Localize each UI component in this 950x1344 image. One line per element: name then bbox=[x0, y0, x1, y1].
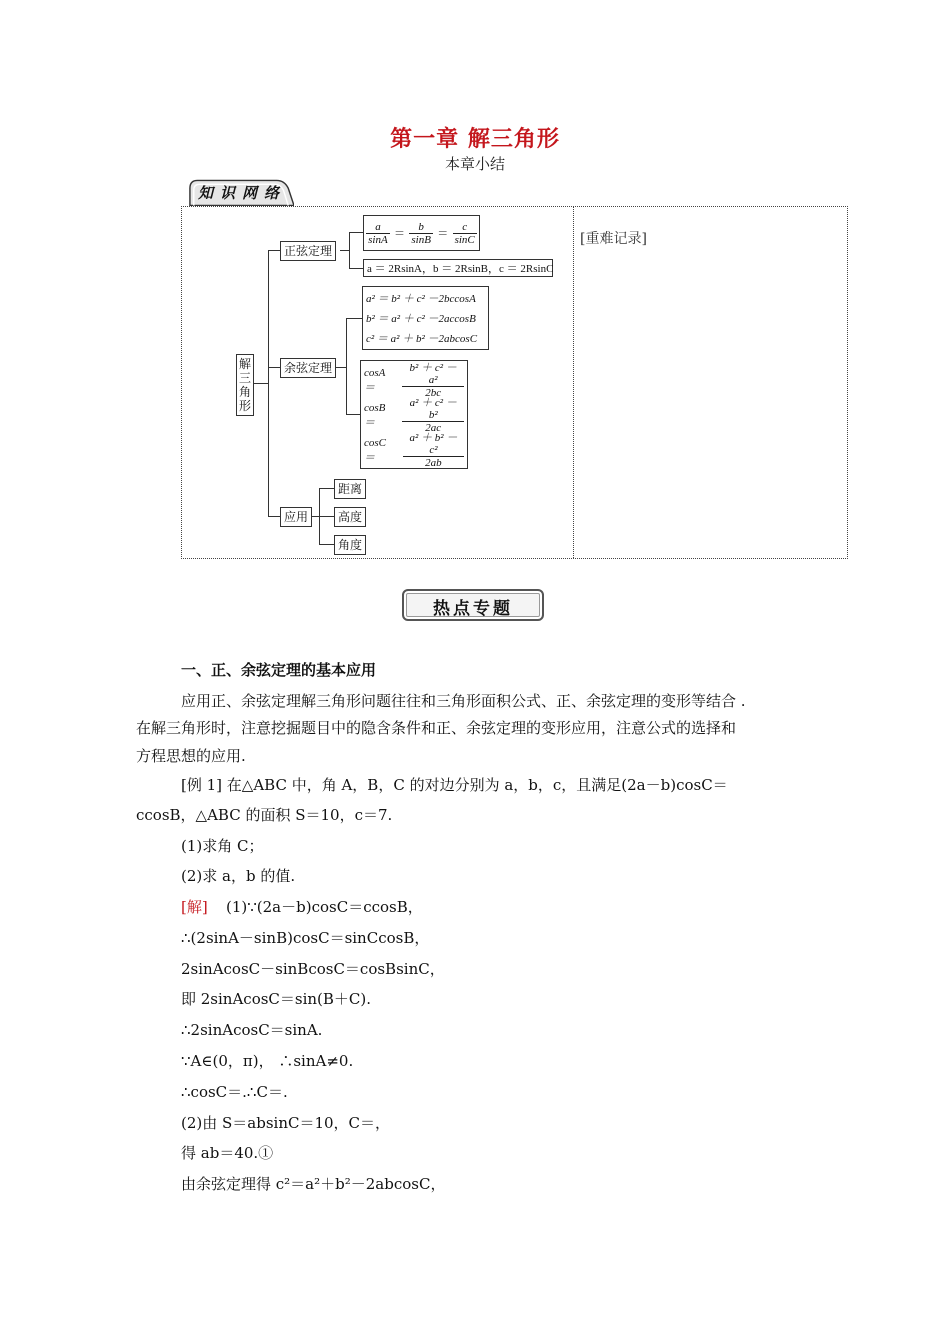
solution-line-4: 即 2sinAcosC＝sin(B＋C). bbox=[181, 990, 372, 1008]
cos-frac-c: cosC ＝ $\frac{\text{a² ＋ b² － c²}}{2ab}$ bbox=[364, 433, 464, 468]
tree-connector bbox=[252, 383, 268, 384]
example-line-2: ccosB，△ABC 的面积 S＝10，c＝7. bbox=[136, 806, 393, 824]
node-sine-law: 正弦定理 bbox=[280, 241, 336, 261]
cos-fork-bottom bbox=[346, 414, 360, 415]
solution-line-9: 得 ab＝40.① bbox=[181, 1144, 274, 1162]
app-fork-3 bbox=[319, 544, 334, 545]
sine-fork-bottom bbox=[349, 268, 363, 269]
cosine-law-formulas bbox=[362, 286, 489, 350]
solution-line-8: (2)由 S＝absinC＝10，C＝， bbox=[181, 1114, 391, 1132]
notes-label: [重难记录] bbox=[580, 231, 647, 247]
sine-connector bbox=[340, 250, 349, 251]
node-application: 应用 bbox=[280, 507, 312, 527]
cos-law-c: c² ＝ a² ＋ b² －2abcosC bbox=[366, 333, 478, 345]
cos-law-b: b² ＝ a² ＋ c² －2accosB bbox=[366, 313, 476, 325]
sine-2r-formula: a ＝ 2RsinA，b ＝ 2RsinB，c ＝ 2RsinC bbox=[363, 259, 553, 277]
app-connector bbox=[311, 516, 319, 517]
frame-divider bbox=[573, 207, 574, 558]
cosine-fraction-formulas bbox=[360, 360, 468, 469]
tree-trunk bbox=[268, 250, 269, 516]
solution-line-5: ∴2sinAcosC＝sinA. bbox=[181, 1021, 323, 1039]
root-node-char: 三 bbox=[238, 371, 251, 385]
tree-branch-app bbox=[268, 516, 280, 517]
section-tab-label: 知识网络 bbox=[198, 184, 287, 202]
section-heading: 一、正、余弦定理的基本应用 bbox=[181, 661, 377, 679]
cos-fork bbox=[346, 318, 347, 414]
app-fork-2 bbox=[319, 516, 334, 517]
intro-line-2: 在解三角形时，注意挖掘题目中的隐含条件和正、余弦定理的变形应用，注意公式的选择和 bbox=[136, 719, 737, 737]
root-node-char: 形 bbox=[238, 399, 251, 413]
node-height: 高度 bbox=[334, 507, 366, 527]
solution-tag: [解] bbox=[181, 898, 208, 916]
app-fork-1 bbox=[319, 488, 334, 489]
example-line-1: [例 1] 在△ABC 中，角 A，B，C 的对边分别为 a，b，c，且满足(2a－b)cosC＝ bbox=[181, 776, 728, 794]
solution-line-6: ∵A∈(0，π)， ∴sinA≠0. bbox=[181, 1052, 354, 1070]
solution-line-3: 2sinAcosC－sinBcosC＝cosBsinC， bbox=[181, 960, 445, 978]
chapter-subtitle: 本章小结 bbox=[444, 155, 505, 173]
node-angle: 角度 bbox=[334, 535, 366, 555]
solution-line-1: (1)∵(2a－b)cosC＝ccosB， bbox=[226, 898, 423, 916]
sine-ratio-formula: $\frac{a}{\sin A}$ ＝ $\frac{b}{\sin B}$ ＝ $\frac{c}{\sin C}$ bbox=[363, 215, 480, 251]
sine-fork-top bbox=[349, 232, 363, 233]
solution-line-10: 由余弦定理得 c²＝a²＋b²－2abcosC， bbox=[181, 1175, 446, 1193]
cos-connector bbox=[336, 367, 346, 368]
root-node-char: 解 bbox=[238, 357, 251, 371]
question-1: (1)求角 C； bbox=[181, 837, 264, 855]
cos-frac-b: cosB ＝ $\frac{\text{a² ＋ c² － b²}}{2ac}$ bbox=[364, 398, 464, 433]
cos-law-a: a² ＝ b² ＋ c² －2bccosA bbox=[366, 293, 476, 305]
node-cosine-law: 余弦定理 bbox=[280, 358, 336, 378]
cos-frac-a: cosA ＝ $\frac{\text{b² ＋ c² － a²}}{2bc}$ bbox=[364, 363, 464, 398]
question-2: (2)求 a，b 的值. bbox=[181, 867, 296, 885]
root-node bbox=[236, 354, 254, 416]
intro-line-3: 方程思想的应用. bbox=[136, 747, 246, 765]
root-node-char: 角 bbox=[238, 385, 251, 399]
solution-line-7: ∴cosC＝.∴C＝. bbox=[181, 1083, 288, 1101]
chapter-title: 第一章 解三角形 bbox=[390, 126, 560, 152]
solution-line-2: ∴(2sinA－sinB)cosC＝sinCcosB， bbox=[181, 929, 430, 947]
intro-line-1: 应用正、余弦定理解三角形问题往往和三角形面积公式、正、余弦定理的变形等结合 . bbox=[181, 692, 746, 710]
sine-fork bbox=[349, 232, 350, 268]
tree-branch-cosine bbox=[268, 367, 280, 368]
tree-branch-sine bbox=[268, 250, 280, 251]
hot-topic-label: 热点专题 bbox=[433, 599, 513, 619]
cos-fork-top bbox=[346, 318, 362, 319]
node-distance: 距离 bbox=[334, 479, 366, 499]
